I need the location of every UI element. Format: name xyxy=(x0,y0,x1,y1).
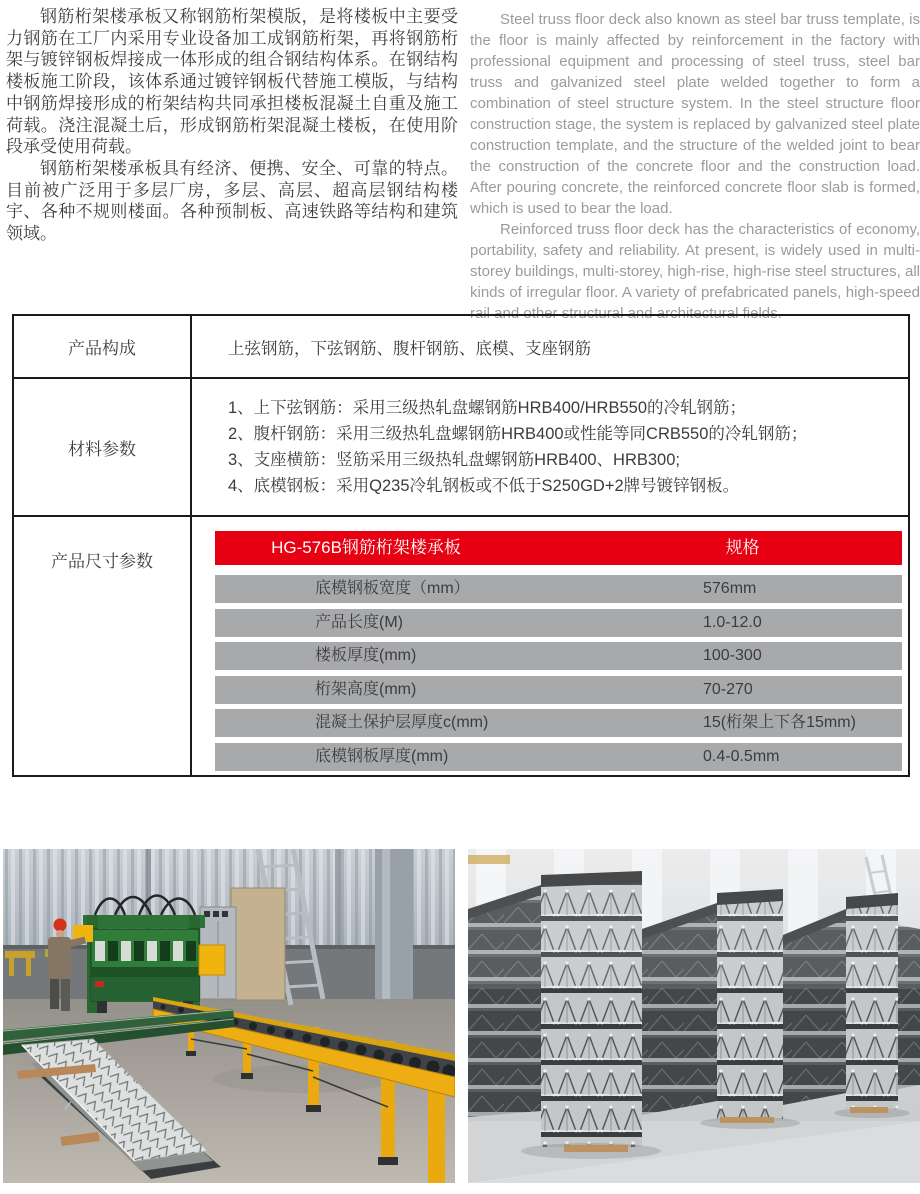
row-content-material xyxy=(192,379,908,515)
spec-row-length: 产品长度(M) 1.0-12.0 xyxy=(215,609,902,637)
spec-column-header: 规格 xyxy=(725,538,760,557)
row-label-composition: 产品构成 xyxy=(14,316,192,377)
row-content-dimensions xyxy=(192,517,908,777)
spec-row-width: 底模钢板宽度（mm） 576mm xyxy=(215,575,902,603)
leaning-board xyxy=(231,888,285,1000)
intro-english xyxy=(470,9,920,324)
truss-deck-stacks-photo xyxy=(468,849,920,1183)
spec-row-truss-height: 桁架高度(mm) 70-270 xyxy=(215,676,902,704)
spec-row-cover-thickness: 混凝土保护层厚度c(mm) 15(桁架上下各15mm) xyxy=(215,709,902,737)
truss-stacks-illustration xyxy=(468,849,920,1183)
production-line-illustration xyxy=(3,849,455,1183)
spec-table-header xyxy=(215,531,902,565)
spec-row-plate-thickness: 底模钢板厚度(mm) 0.4-0.5mm xyxy=(215,743,902,771)
spec-model-title: HG-576B钢筋桁架楼承板 xyxy=(271,538,461,557)
table-row-composition xyxy=(14,316,908,379)
product-spec-table xyxy=(12,314,910,777)
intro-en-paragraph-2: Reinforced truss floor deck has the characteristics of economy, portability, safety and reliability. At present, is widely used in multi-storey buildings, multi-storey, high-rise, high-rise steel structures, all kinds of irregular floor. A variety of prefabricated panels, high-speed rail and other structural and architectural fields. xyxy=(470,221,920,322)
haze-overlay xyxy=(468,849,920,989)
row-content-composition xyxy=(192,316,908,377)
factory-production-line-photo xyxy=(3,849,455,1183)
table-row-dimensions xyxy=(14,517,908,777)
row-label-dimensions: 产品尺寸参数 xyxy=(14,517,192,777)
material-line-4: 4、底模钢板：采用Q235冷轧钢板或不低于S250GD+2牌号镀锌钢板。 xyxy=(228,477,740,495)
table-row-material xyxy=(14,379,908,517)
intro-en-paragraph-1: Steel truss floor deck also known as steel bar truss template, is the floor is mainly affected by reinforcement in the factory with professional equipment and processing of steel truss, steel bar truss and galvanized steel plate welded together to form a combination of steel structure system. In the steel structure floor construction stage, the system is replaced by galvanized steel plate construction template, and the structure of the welded joint to bear the construction of the concrete floor and the construction load. After pouring concrete, the reinforced concrete floor slab is formed, which is used to bear the load. xyxy=(470,11,920,217)
spec-row-slab-thickness: 楼板厚度(mm) 100-300 xyxy=(215,642,902,670)
hard-hat xyxy=(54,919,67,932)
row-label-material: 材料参数 xyxy=(14,379,192,515)
intro-cn-paragraph-2: 钢筋桁架楼承板具有经济、便携、安全、可靠的特点。目前被广泛用于多层厂房，多层、高层、超高层钢结构楼宇、各种不规则楼面。各种预制板、高速铁路等结构和建筑领域。 xyxy=(6,158,458,244)
intro-cn-paragraph-1: 钢筋桁架楼承板又称钢筋桁架模版，是将楼板中主要受力钢筋在工厂内采用专业设备加工成钢筋桁架，再将钢筋桁架与镀锌钢板焊接成一体形成的组合钢结构体系。在钢结构楼板施工阶段，该体系通过镀锌钢板代替施工模版，与结构中钢筋焊接形成的桁架结构共同承担楼板混凝土自重及施工荷载。浇注混凝土后，形成钢筋桁架混凝土楼板，在使用阶段承受使用荷载。 xyxy=(6,7,458,157)
intro-chinese xyxy=(6,6,458,245)
material-line-2: 2、腹杆钢筋：采用三级热轧盘螺钢筋HRB400或性能等同CRB550的冷轧钢筋； xyxy=(228,425,808,443)
composition-text: 上弦钢筋，下弦钢筋、腹杆钢筋、底模、支座钢筋 xyxy=(228,339,591,358)
dimension-spec-table xyxy=(215,531,902,776)
material-line-3: 3、支座横筋：竖筋采用三级热轧盘螺钢筋HRB400、HRB300; xyxy=(228,451,680,469)
material-line-1: 1、上下弦钢筋：采用三级热轧盘螺钢筋HRB400/HRB550的冷轧钢筋； xyxy=(228,399,746,417)
